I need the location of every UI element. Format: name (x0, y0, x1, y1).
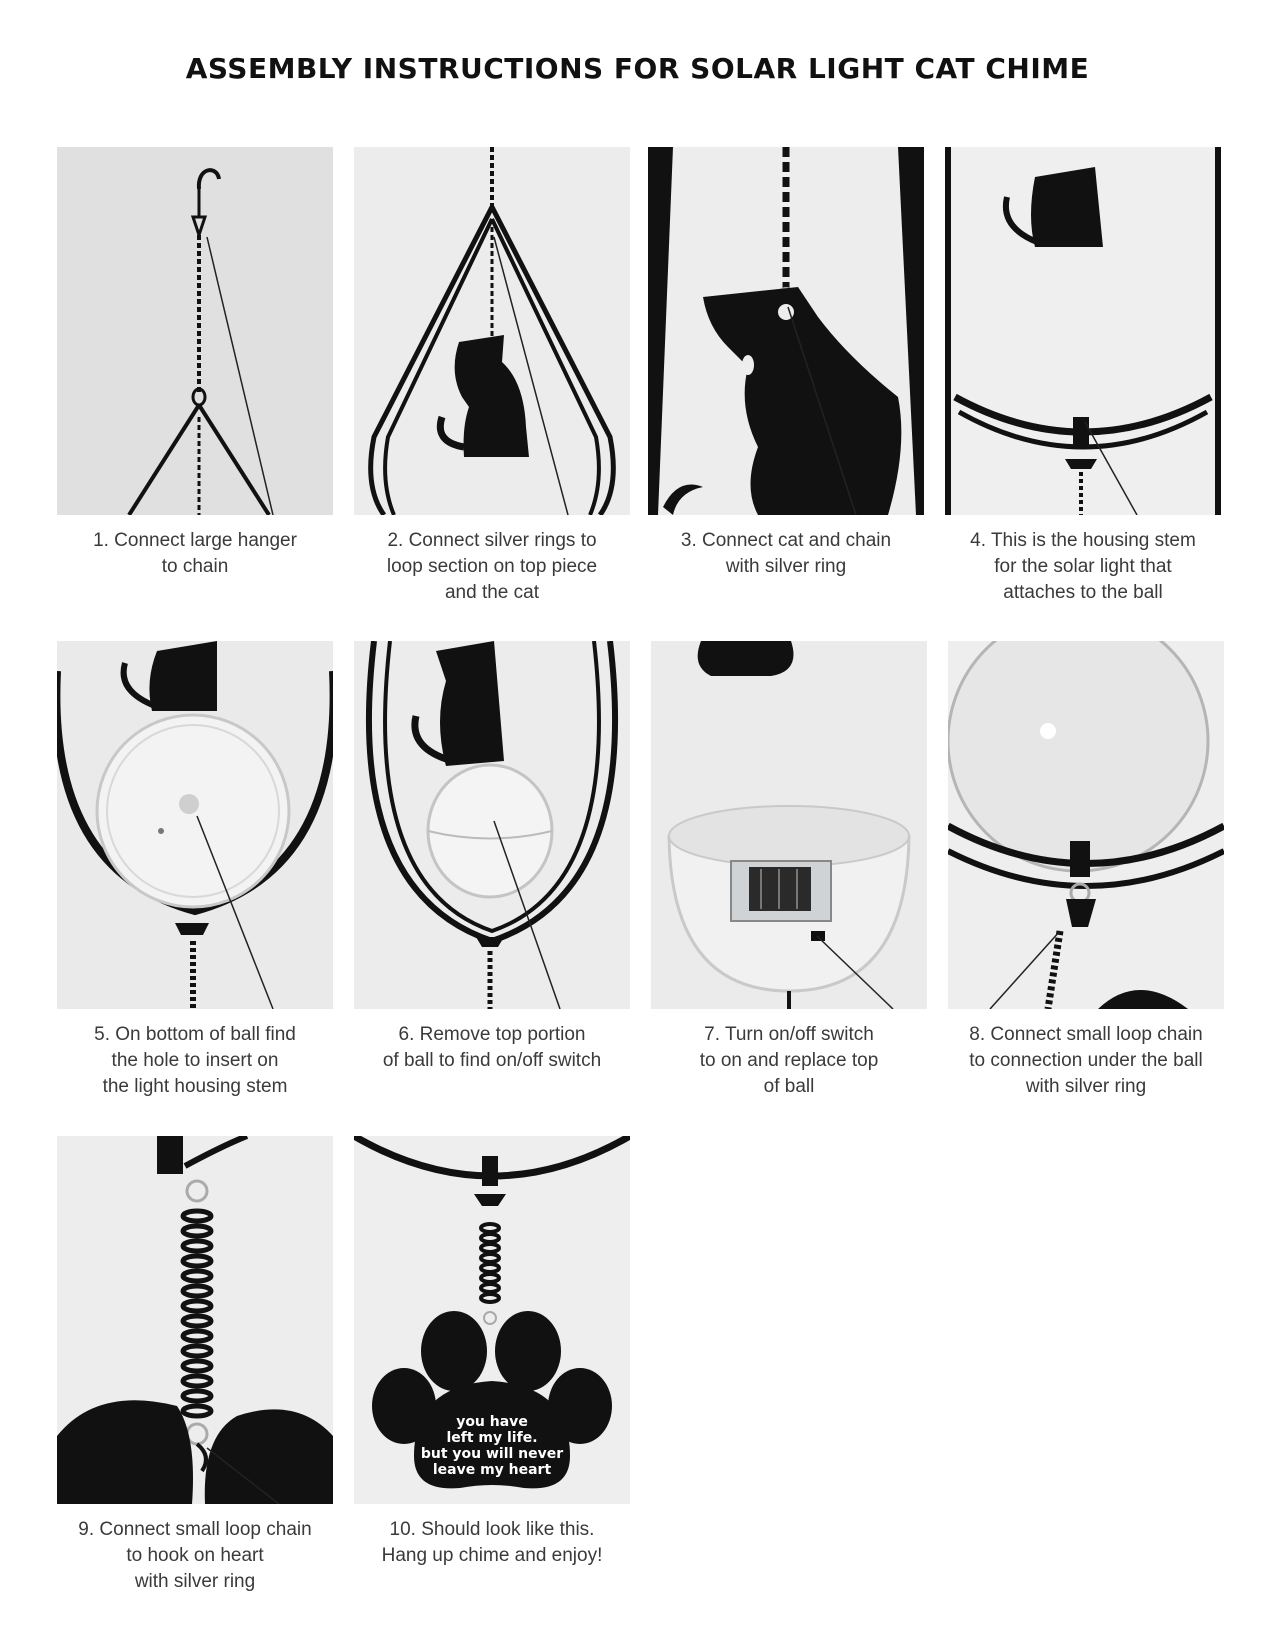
step-8-caption: 8. Connect small loop chain to connection under the ball with silver ring (969, 1024, 1203, 1097)
housing-stem-illustration (945, 147, 1221, 515)
ball-bottom-illustration (57, 641, 333, 1009)
step-3-photo (648, 147, 924, 515)
step-9 (57, 1136, 333, 1595)
step-1-caption: 1. Connect large hanger to chain (93, 530, 297, 577)
step-9-caption: 9. Connect small loop chain to hook on heart with silver ring (78, 1519, 312, 1592)
step-8 (948, 641, 1224, 1100)
step-5-caption: 5. On bottom of ball find the hole to insert on the light housing stem (94, 1024, 296, 1097)
step-7 (651, 641, 927, 1100)
step-1 (57, 147, 333, 580)
cat-closeup-illustration (648, 147, 924, 515)
step-4-photo (945, 147, 1221, 515)
teardrop-frame-illustration (354, 147, 630, 515)
step-10-caption: 10. Should look like this. Hang up chime and enjoy! (381, 1519, 603, 1566)
ball-in-frame-illustration (354, 641, 630, 1009)
solar-panel-switch-illustration (651, 641, 927, 1009)
ring-under-ball-illustration (948, 641, 1224, 1009)
step-10 (354, 1136, 630, 1569)
paw-text-line-2: left my life. (446, 1430, 538, 1446)
step-3-caption: 3. Connect cat and chain with silver ring (680, 530, 892, 577)
paw-text-line-1: you have (456, 1414, 528, 1430)
step-4-caption: 4. This is the housing stem for the solar light that attaches to the ball (970, 530, 1196, 603)
step-8-photo (948, 641, 1224, 1009)
step-6-photo (354, 641, 630, 1009)
step-5 (57, 641, 333, 1100)
paw-pendant-illustration (354, 1136, 630, 1504)
step-2 (354, 147, 630, 606)
step-2-photo (354, 147, 630, 515)
step-3 (648, 147, 924, 580)
page-title: ASSEMBLY INSTRUCTIONS FOR SOLAR LIGHT CAT CHIME (185, 52, 1090, 85)
spring-chain-to-heart-illustration (57, 1136, 333, 1504)
step-4 (945, 147, 1221, 606)
step-6-caption: 6. Remove top portion of ball to find on/off switch (382, 1024, 602, 1071)
step-7-photo (651, 641, 927, 1009)
step-10-photo (354, 1136, 630, 1504)
step-7-caption: 7. Turn on/off switch to on and replace top of ball (699, 1024, 879, 1097)
step-2-caption: 2. Connect silver rings to loop section on top piece and the cat (386, 530, 598, 603)
step-6 (354, 641, 630, 1074)
step-5-photo (57, 641, 333, 1009)
pendant-spring-coils (481, 1224, 499, 1302)
step-1-photo (57, 147, 333, 515)
step-9-photo (57, 1136, 333, 1504)
hanger-chain-illustration (57, 147, 333, 515)
paw-text-line-4: leave my heart (432, 1462, 552, 1478)
paw-text-line-3: but you will never (420, 1446, 564, 1462)
